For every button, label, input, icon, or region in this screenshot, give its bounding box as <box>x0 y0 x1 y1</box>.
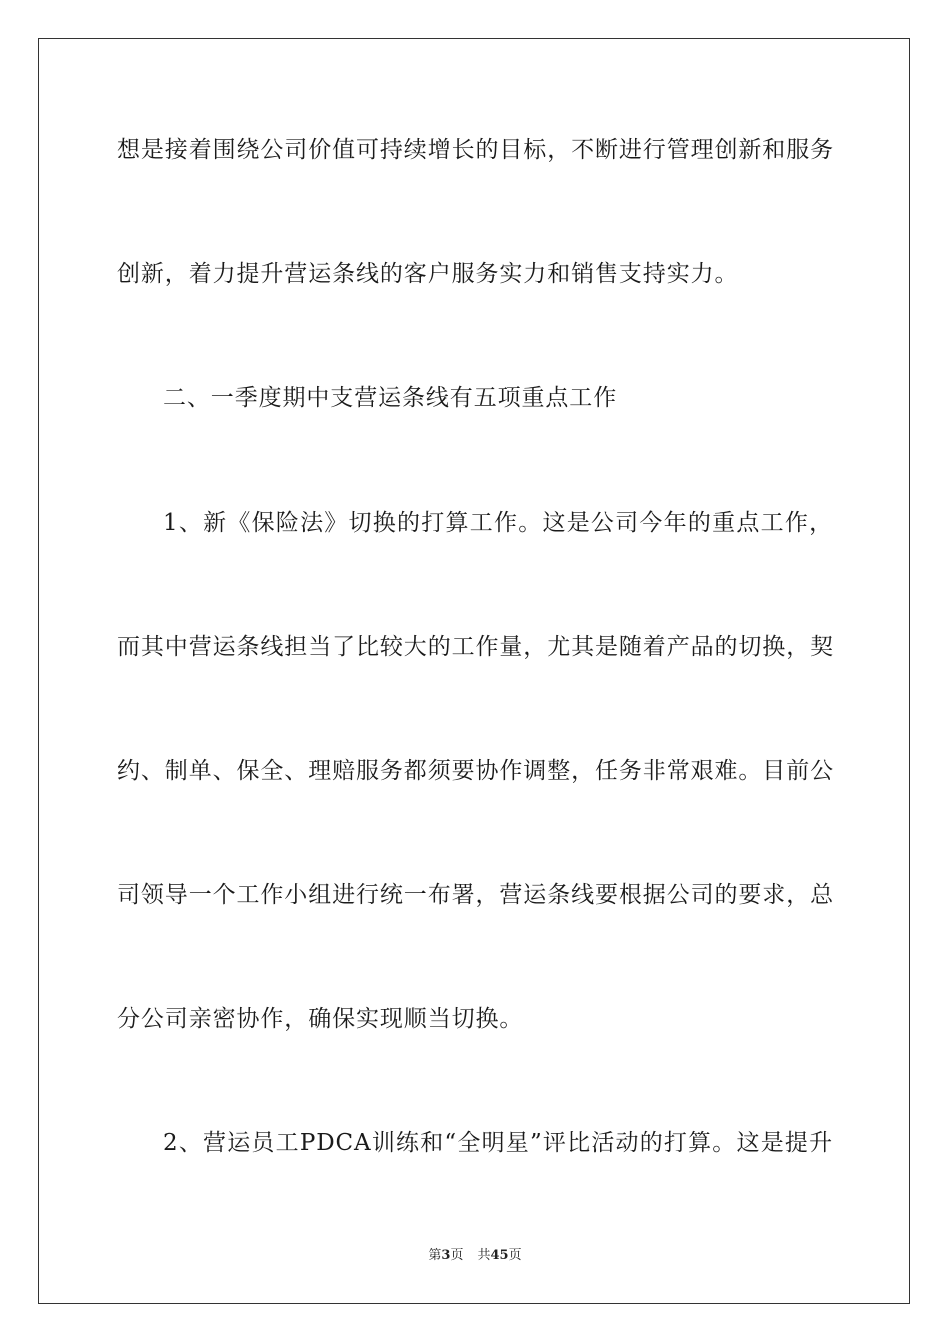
body-text-line: 2、营运员工PDCA训练和“全明星”评比活动的打算。这是提升 <box>163 1130 833 1156</box>
body-text-line: 分公司亲密协作，确保实现顺当切换。 <box>117 1006 524 1032</box>
footer-total-pages: 45 <box>490 1248 509 1263</box>
page-footer <box>0 1247 950 1265</box>
body-text-line: 想是接着围绕公司价值可持续增长的目标，不断进行管理创新和服务 <box>117 137 834 163</box>
section-heading: 二、一季度期中支营运条线有五项重点工作 <box>163 385 618 411</box>
body-text-line: 司领导一个工作小组进行统一布署，营运条线要根据公司的要求，总 <box>117 882 834 908</box>
footer-total-suffix: 页 <box>508 1248 522 1263</box>
footer-page-suffix: 页 <box>450 1248 464 1263</box>
body-text-line: 而其中营运条线担当了比较大的工作量，尤其是随着产品的切换，契 <box>117 634 834 660</box>
footer-page-prefix: 第 <box>428 1248 442 1263</box>
footer-total-prefix: 共 <box>477 1248 491 1263</box>
body-text-line: 约、制单、保全、理赔服务都须要协作调整，任务非常艰难。目前公 <box>117 758 834 784</box>
body-text-line: 创新，着力提升营运条线的客户服务实力和销售支持实力。 <box>117 261 739 287</box>
page-border <box>38 38 910 1304</box>
body-text-line: 1、新《保险法》切换的打算工作。这是公司今年的重点工作， <box>163 510 833 536</box>
footer-page-number: 3 <box>441 1248 451 1263</box>
